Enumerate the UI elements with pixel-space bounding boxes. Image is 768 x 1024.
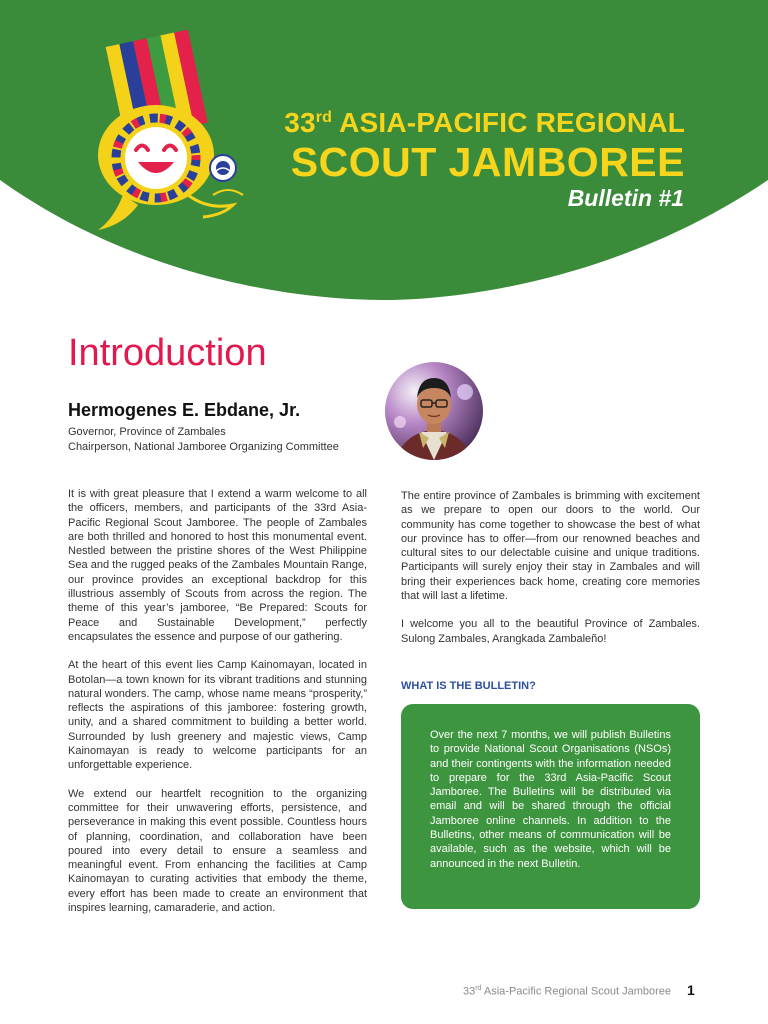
footer-text: Asia-Pacific Regional Scout Jamboree: [481, 985, 671, 998]
intro-paragraph-1: It is with great pleasure that I extend a warm welcome to all the officers, members, and participants of the 33rd Asia-Pacific Regional Scout Jamboree. The people of Zambales are both thrilled and honored to host this monumental event. Nestled between the pristine shores of the West Philippine Sea and the rugged peaks of the Zambales Mountain Range, our province provides an exceptional backdrop for this illustrious assembly of Scouts from across the region. The theme of this year’s jamboree, “Be Prepared: Scouts for Peace and Sustainable Development,” perfectly encapsulates the essence and purpose of our gathering.: [68, 488, 367, 643]
intro-paragraph-2: At the heart of this event lies Camp Kainomayan, located in Botolan—a town known for its vibrant traditions and stunning natural wonders. The camp, whose name means “prosperity,” reflects the aspirations of this jamboree: fostering growth, unity, and a shared commitment to building a better world. Surrounded by lush greenery and majestic views, Camp Kainomayan is ready to welcome participants for an unforgettable experience.: [68, 659, 367, 772]
intro-paragraph-3: We extend our heartfelt recognition to the organizing committee for their unwavering efforts, persistence, and perseverance in making this event possible. Countless hours of planning, coordination, and collaboration have been poured into every detail to ensure a seamless and meaningful event. From enhancing the facilities at Camp Kainomayan to curating activities that embody the theme, every effort has been made to create an environment that inspires learning, camaraderie, and action.: [68, 787, 367, 915]
author-role-governor: Governor, Province of Zambales: [68, 426, 226, 438]
bulletin-info-box: [401, 704, 700, 909]
section-heading-what-is-bulletin: WHAT IS THE BULLETIN?: [401, 680, 536, 692]
author-name: Hermogenes E. Ebdane, Jr.: [68, 400, 301, 420]
jamboree-logo-icon: [88, 30, 268, 230]
author-portrait-photo: [385, 362, 483, 460]
jamboree-title: [245, 102, 685, 185]
section-title-introduction: Introduction: [68, 332, 267, 374]
right-column-text: [401, 489, 700, 660]
footer-number: 33: [462, 985, 476, 998]
footer-jamboree-name: [463, 985, 671, 998]
title-line-1: [245, 102, 685, 139]
left-column-text: [68, 487, 367, 929]
author-role-chairperson: Chairperson, National Jamboree Organizing Committee: [68, 441, 339, 453]
bulletin-number: Bulletin #1: [567, 185, 684, 211]
bulletin-info-text: Over the next 7 months, we will publish Bulletins to provide National Scout Organisations (NSOs) and their contingents with the information needed to prepare for the 33rd Asia-Pacific Scout Jamboree. The Bulletins will be distributed via email and will be shared through the official Jamboree online channels. In addition to the Bulletins, other means of communication will be available, such as the website, which will be announced in the next Bulletin.: [430, 729, 671, 870]
title-line-2: SCOUT JAMBOREE: [290, 139, 685, 185]
title-number: 33: [284, 107, 316, 138]
title-ordinal-suffix: rd: [315, 109, 333, 126]
title-line-1-text: ASIA-PACIFIC REGIONAL: [332, 107, 685, 138]
intro-paragraph-5: I welcome you all to the beautiful Province of Zambales. Sulong Zambales, Arangkada Zambaleño!: [401, 618, 700, 645]
intro-paragraph-4: The entire province of Zambales is brimming with excitement as we prepare to open our doors to the world. Our community has come together to showcase the best of what our province has to offer—from our renowned beaches and cultural sites to our delectable cuisine and unique traditions. Participants will surely enjoy their stay in Zambales and will bring their experiences back home, creating core memories that will last a lifetime.: [401, 490, 700, 603]
page-number: 1: [687, 982, 695, 998]
footer-ordinal-suffix: rd: [475, 985, 482, 992]
